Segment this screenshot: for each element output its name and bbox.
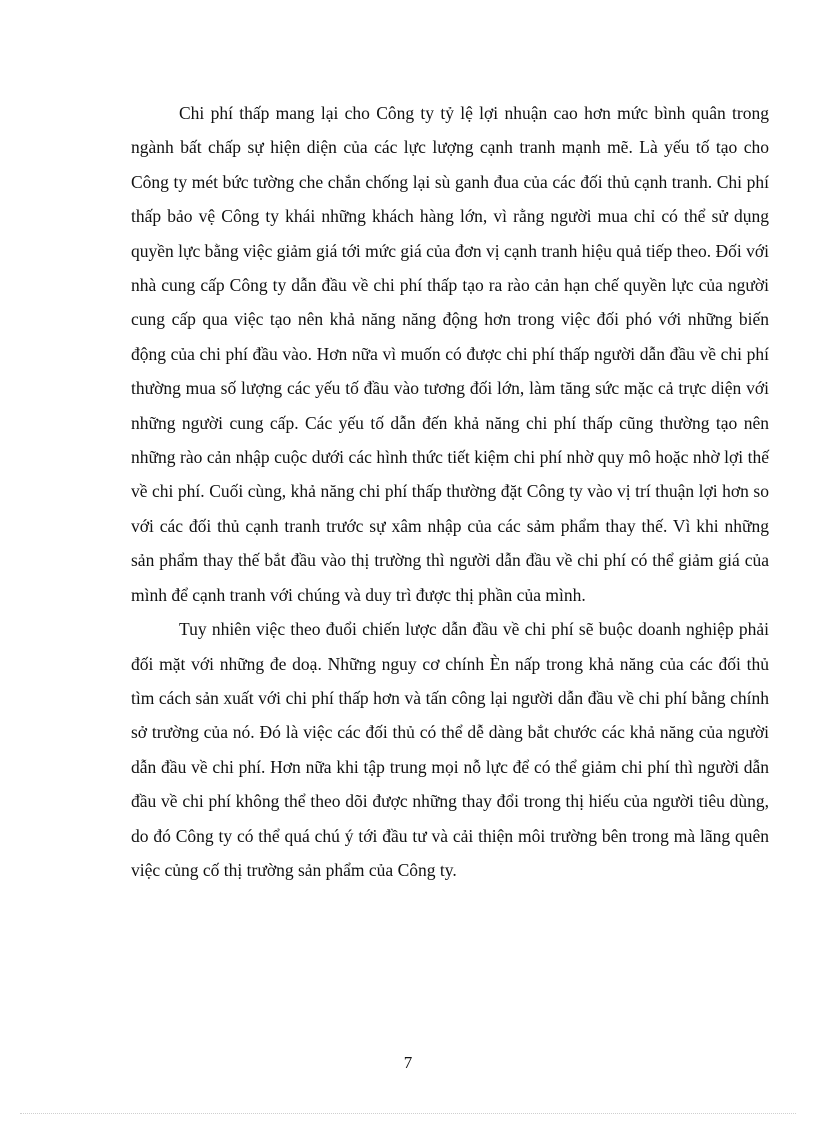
body-text xyxy=(131,96,769,887)
page-number: 7 xyxy=(403,1053,413,1072)
paragraph-low-cost-advantages: Chi phí thấp mang lại cho Công ty tỷ lệ lợi nhuận cao hơn mức bình quân trong ngành bất chấp sự hiện diện của các lực lượng cạnh tranh mạnh mẽ. Là yếu tố tạo cho Công ty mét bức tường che chắn chống lại sù ganh đua của các đối thủ cạnh tranh. Chi phí thấp bảo vệ Công ty khái những khách hàng lớn, vì rằng người mua chỉ có thể sử dụng quyền lực bằng việc giảm giá tới mức giá của đơn vị cạnh tranh hiệu quả tiếp theo. Đối với nhà cung cấp Công ty dẫn đầu về chi phí thấp tạo ra rào cản hạn chế quyền lực của người cung cấp qua việc tạo nên khả năng năng động hơn trong việc đối phó với những biến động của chi phí đầu vào. Hơn nữa vì muốn có được chi phí thấp người dẫn đầu về chi phí thường mua số lượng các yếu tố đầu vào tương đối lớn, làm tăng sức mặc cả trực diện với những người cung cấp. Các yếu tố dẫn đến khả năng chi phí thấp cũng thường tạo nên những rào cản nhập cuộc dưới các hình thức tiết kiệm chi phí nhờ quy mô hoặc nhờ lợi thế về chi phí. Cuối cùng, khả năng chi phí thấp thường đặt Công ty vào vị trí thuận lợi hơn so với các đối thủ cạnh tranh trước sự xâm nhập của các sảm phẩm thay thế. Vì khi những sản phẩm thay thế bắt đầu vào thị trường thì người dẫn đầu về chi phí có thể giảm giá của mình để cạnh tranh với chúng và duy trì được thị phần của mình. xyxy=(131,103,769,605)
page-bottom-divider xyxy=(20,1113,796,1114)
paragraph-low-cost-risks: Tuy nhiên việc theo đuổi chiến lược dẫn đầu về chi phí sẽ buộc doanh nghiệp phải đối mặt với những đe doạ. Những nguy cơ chính Èn nấp trong khả năng của các đối thủ tìm cách sản xuất với chi phí thấp hơn và tấn công lại người dẫn đầu về chi phí bằng chính sở trường của nó. Đó là việc các đối thủ có thể dễ dàng bắt chước các khả năng của người dẫn đầu về chi phí. Hơn nữa khi tập trung mọi nỗ lực để có thể giảm chi phí thì người dẫn đầu về chi phí không thể theo dõi được những thay đổi trong thị hiếu của người tiêu dùng, do đó Công ty có thể quá chú ý tới đầu tư và cải thiện môi trường bên trong mà lãng quên việc củng cố thị trường sản phẩm của Công ty. xyxy=(131,619,769,880)
